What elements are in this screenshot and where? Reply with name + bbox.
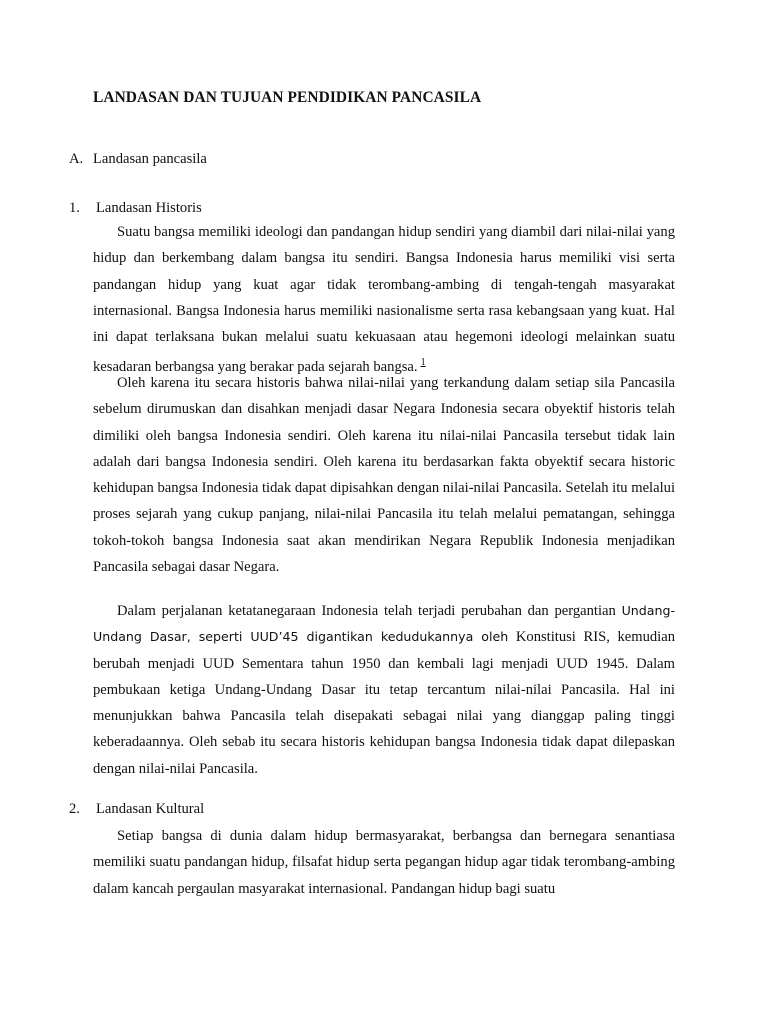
paragraph-historis-1-text: Suatu bangsa memiliki ideologi dan pandangan hidup sendiri yang diambil dari nilai-nilai yang hidup dan berkembang dalam bangsa itu sendiri. Bangsa Indonesia harus memiliki visi serta pandangan hidup yang kuat agar tidak terombang-ambing di tengah-tengah masyarakat internasional. Bangsa Indonesia harus memiliki nasionalisme serta rasa kebangsaan yang kuat. Hal ini dapat terlaksana bukan melalui suatu kekuasaan atau hegemoni ideologi melainkan suatu kesadaran berbangsa yang berakar pada sejarah bangsa. (93, 224, 675, 376)
subsection-1-label: Landasan Historis (96, 200, 202, 216)
paragraph-historis-3-text-a: Dalam perjalanan ketatanegaraan Indonesia telah terjadi perubahan dan pergantian (117, 603, 622, 619)
subsection-2-marker: 2. (69, 801, 80, 817)
paragraph-historis-3-text-b: Undang-Undang Dasar, seperti UUD’45 digantikan kedudukannya oleh (93, 603, 675, 645)
document-title: LANDASAN DAN TUJUAN PENDIDIKAN PANCASILA (93, 89, 482, 106)
paragraph-historis-3 (93, 598, 675, 782)
section-a-marker: A. (69, 151, 84, 167)
paragraph-historis-2: Oleh karena itu secara historis bahwa nilai-nilai yang terkandung dalam setiap sila Pancasila sebelum dirumuskan dan disahkan menjadi dasar Negara Indonesia secara obyektif historis telah dimiliki oleh bangsa Indonesia sendiri. Oleh karena itu nilai-nilai Pancasila tersebut tidak lain adalah dari bangsa Indonesia sendiri. Oleh karena itu berdasarkan fakta obyektif secara historic kehidupan bangsa Indonesia tidak dapat dipisahkan dengan nilai-nilai Pancasila. Setelah itu melalui proses sejarah yang cukup panjang, nilai-nilai Pancasila itu telah melalui pematangan, sehingga tokoh-tokoh bangsa Indonesia saat akan mendirikan Negara Republik Indonesia menjadikan Pancasila sebagai dasar Negara. (93, 375, 675, 576)
paragraph-kultural-1: Setiap bangsa di dunia dalam hidup bermasyarakat, berbangsa dan bernegara senantiasa memiliki suatu pandangan hidup, filsafat hidup serta pegangan hidup agar tidak terombang-ambing dalam kancah pergaulan masyarakat internasional. Pandangan hidup bagi suatu (93, 828, 675, 897)
subsection-1-marker: 1. (69, 200, 80, 216)
paragraph-historis-1 (93, 219, 675, 381)
section-a-label: Landasan pancasila (93, 151, 207, 167)
subsection-2-heading (69, 801, 204, 818)
subsection-1-heading (69, 200, 202, 217)
footnote-ref[interactable]: 1 (420, 357, 426, 369)
section-a-heading (69, 151, 207, 168)
paragraph-historis-3-text-c: Konstitusi RIS, kemudian berubah menjadi UUD Sementara tahun 1950 dan kembali lagi menjadi UUD 1945. Dalam pembukaan ketiga Undang-Undang Dasar itu tetap tercantum nilai-nilai Pancasila. Hal ini menunjukkan bahwa Pancasila telah disepakati sebagai nilai yang dianggap paling tinggi keberadaannya. Oleh sebab itu secara historis kehidupan bangsa Indonesia tidak dapat dilepaskan dengan nilai-nilai Pancasila. (93, 629, 676, 777)
subsection-2-label: Landasan Kultural (96, 801, 205, 817)
